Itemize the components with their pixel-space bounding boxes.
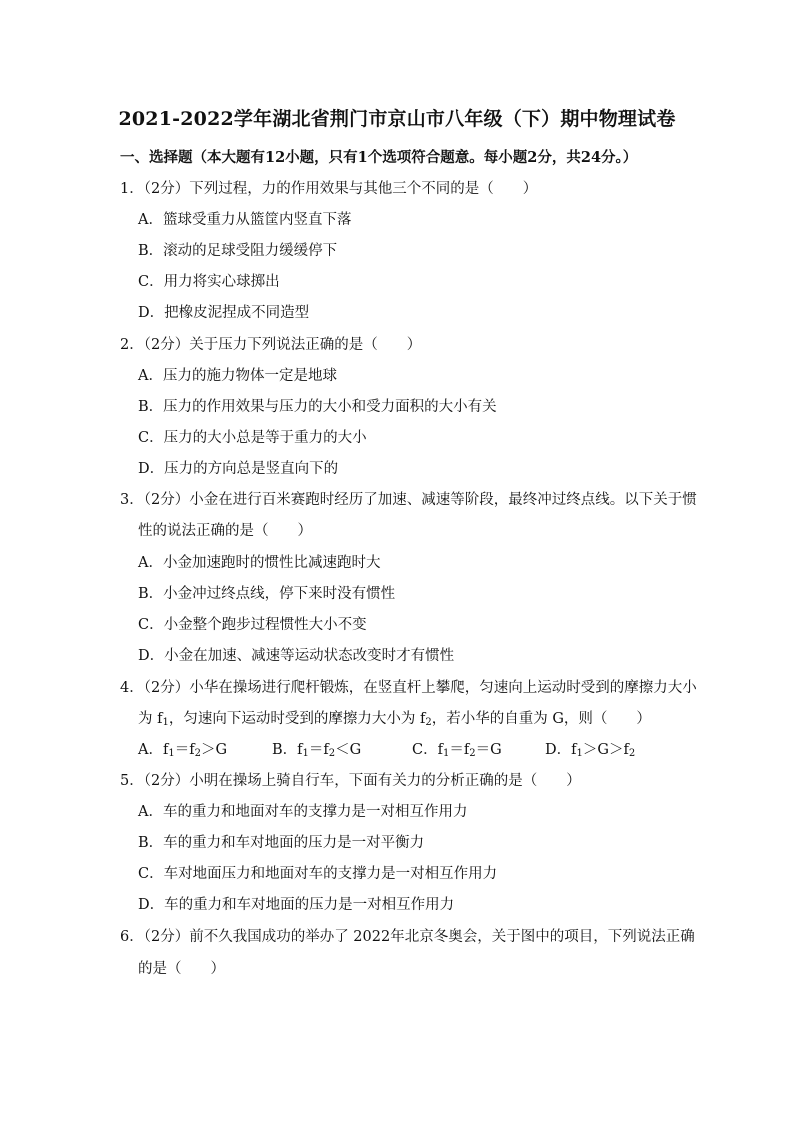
- q4-subscript: 2: [425, 717, 432, 728]
- option-text: ＞G＞f: [582, 742, 629, 758]
- option-subscript: 2: [628, 748, 636, 759]
- question-3-option-c: C．小金整个跑步过程惯性大小不变: [138, 617, 367, 633]
- option-text: A．f: [138, 742, 169, 758]
- option-text: C．f: [412, 742, 443, 758]
- q4-text-part: 为 f: [138, 711, 163, 727]
- option-subscript: 1: [576, 748, 583, 759]
- page-title: 2021-2022学年湖北省荆门市京山市八年级（下）期中物理试卷: [118, 108, 676, 130]
- question-5-option-d: D．车的重力和车对地面的压力是一对相互作用力: [138, 897, 455, 913]
- option-subscript: 1: [168, 748, 175, 759]
- question-3-option-d: D．小金在加速、减速等运动状态改变时才有惯性: [138, 648, 455, 664]
- question-5-option-a: A．车的重力和地面对车的支撑力是一对相互作用力: [138, 804, 468, 820]
- question-4-option-a: [138, 738, 227, 759]
- question-3-stem: 3．（2分）小金在进行百米赛跑时经历了加速、减速等阶段，最终冲过终点线。以下关于惯: [120, 492, 697, 508]
- question-1-option-b: B．滚动的足球受阻力缓缓停下: [138, 243, 338, 259]
- option-text: ＝f: [174, 742, 195, 758]
- question-4-stem-continued: [138, 707, 651, 728]
- question-2-option-d: D．压力的方向总是竖直向下的: [138, 461, 339, 477]
- q4-subscript: 1: [162, 717, 169, 728]
- question-5-stem: 5．（2分）小明在操场上骑自行车，下面有关力的分析正确的是（ ）: [120, 773, 581, 789]
- option-subscript: 1: [442, 748, 450, 759]
- question-3-stem-continued: 性的说法正确的是（ ）: [138, 523, 312, 539]
- option-text: ＝G: [475, 742, 502, 758]
- option-subscript: 2: [328, 748, 336, 759]
- option-text: D．f: [545, 742, 577, 758]
- option-text: B．f: [272, 742, 303, 758]
- question-2-option-b: B．压力的作用效果与压力的大小和受力面积的大小有关: [138, 399, 497, 415]
- question-1-option-d: D．把橡皮泥捏成不同造型: [138, 305, 310, 321]
- question-2-stem: 2．（2分）关于压力下列说法正确的是（ ）: [120, 337, 422, 353]
- question-4-option-b: [272, 738, 361, 759]
- question-6-stem-continued: 的是（ ）: [138, 961, 225, 977]
- option-text: ＝f: [308, 742, 329, 758]
- question-4-stem: 4．（2分）小华在操场进行爬杆锻炼，在竖直杆上攀爬，匀速向上运动时受到的摩擦力大小: [120, 680, 697, 696]
- section-heading: 一、选择题（本大题有12小题，只有1个选项符合题意。每小题2分，共24分。）: [120, 149, 638, 166]
- question-4-option-d: [545, 738, 635, 759]
- question-4-option-c: [412, 738, 502, 759]
- question-3-option-a: A．小金加速跑时的惯性比减速跑时大: [138, 555, 381, 571]
- question-5-option-c: C．车对地面压力和地面对车的支撑力是一对相互作用力: [138, 866, 498, 882]
- question-2-option-c: C．压力的大小总是等于重力的大小: [138, 430, 367, 446]
- question-3-option-b: B．小金冲过终点线，停下来时没有惯性: [138, 586, 396, 602]
- q4-text-part: ，匀速向下运动时受到的摩擦力大小为 f: [168, 711, 426, 727]
- question-6-stem: 6．（2分）前不久我国成功的举办了 2022年北京冬奥会，关于图中的项目，下列说法正确: [120, 929, 695, 945]
- option-text: ＞G: [200, 742, 228, 758]
- q4-text-part: ，若小华的自重为 G，则（ ）: [431, 711, 651, 727]
- question-1-option-a: A．篮球受重力从篮筐内竖直下落: [138, 212, 352, 228]
- question-2-option-a: A．压力的施力物体一定是地球: [138, 368, 337, 384]
- question-5-option-b: B．车的重力和车对地面的压力是一对平衡力: [138, 835, 425, 851]
- question-1-stem: 1．（2分）下列过程，力的作用效果与其他三个不同的是（ ）: [120, 181, 538, 197]
- option-subscript: 1: [302, 748, 309, 759]
- option-text: ＜G: [335, 742, 362, 758]
- option-text: ＝f: [449, 742, 470, 758]
- option-subscript: 2: [469, 748, 476, 759]
- option-subscript: 2: [194, 748, 201, 759]
- question-1-option-c: C．用力将实心球掷出: [138, 274, 280, 290]
